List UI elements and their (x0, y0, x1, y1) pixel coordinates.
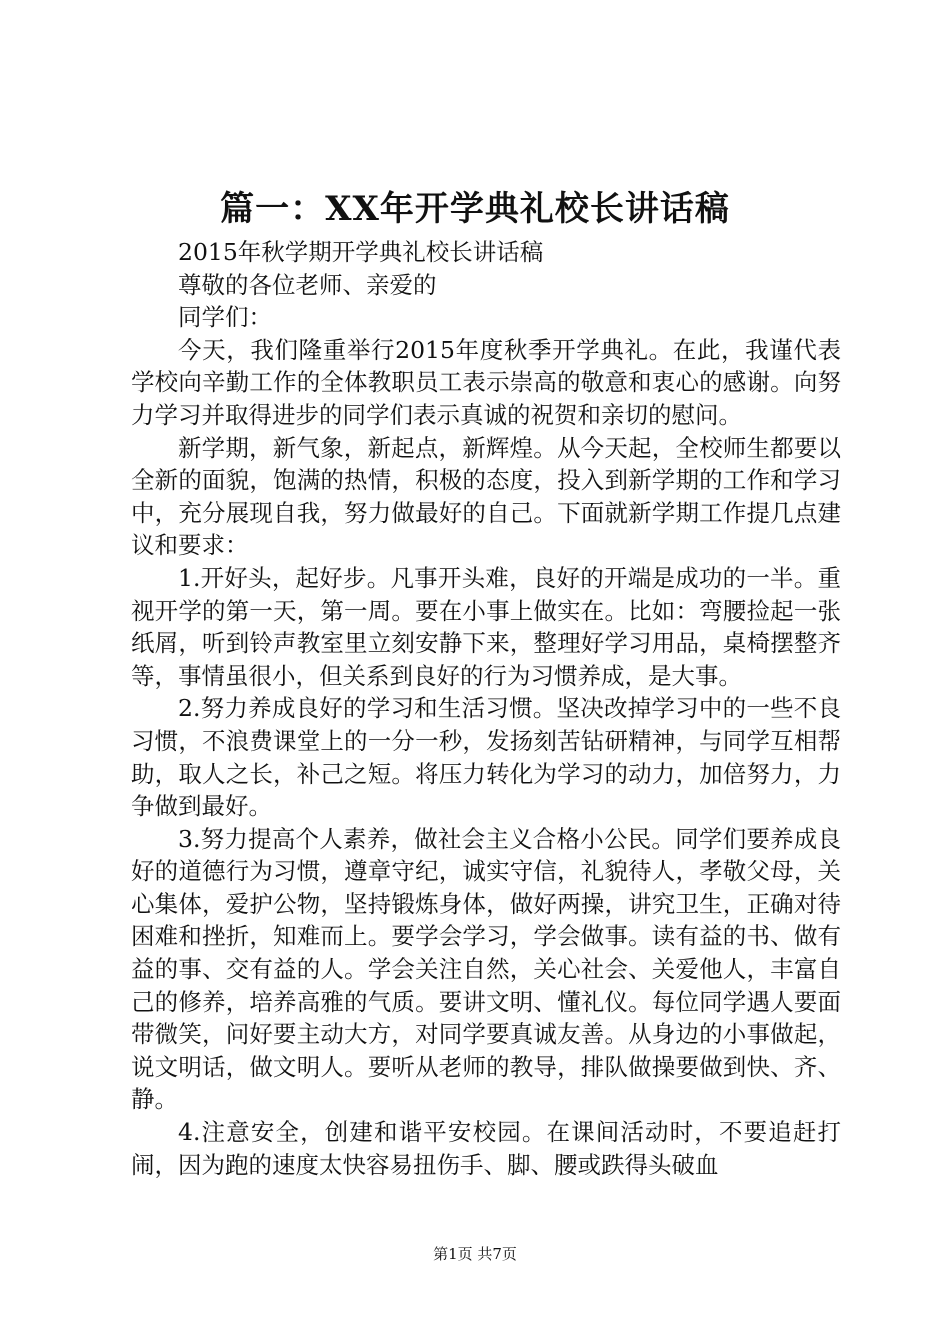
paragraph-opening: 今天，我们隆重举行2015年度秋季开学典礼。在此，我谨代表学校向辛勤工作的全体教职员工表示崇高的敬意和衷心的感谢。向努力学习并取得进步的同学们表示真诚的祝贺和亲切的慰问。 (131, 335, 841, 429)
paragraph-point-2: 2.努力养成良好的学习和生活习惯。坚决改掉学习中的一些不良习惯，不浪费课堂上的一分一秒，发扬刻苦钻研精神，与同学互相帮助，取人之长，补己之短。将压力转化为学习的动力，加倍努力，力争做到最好。 (131, 694, 841, 821)
salutation-line-1: 尊敬的各位老师、亲爱的 (178, 270, 437, 299)
paragraph-new-term: 新学期，新气象，新起点，新辉煌。从今天起，全校师生都要以全新的面貌，饱满的热情，积极的态度，投入到新学期的工作和学习中，充分展现自我，努力做最好的自己。下面就新学期工作提几点建议和要求： (131, 433, 841, 560)
salutation-line-2: 同学们： (178, 303, 272, 332)
paragraph-point-3: 3.努力提高个人素养，做社会主义合格小公民。同学们要养成良好的道德行为习惯，遵章守纪，诚实守信，礼貌待人，孝敬父母，关心集体，爱护公物，坚持锻炼身体，做好两操，讲究卫生，正确对待困难和挫折，知难而上。要学会学习，学会做事。读有益的书、做有益的事、交有益的人。学会关注自然，关心社会、关爱他人，丰富自己的修养，培养高雅的气质。要讲文明、懂礼仪。每位同学遇人要面带微笑，问好要主动大方，对同学要真诚友善。从身边的小事做起，说文明话，做文明人。要听从老师的教导，排队做操要做到快、齐、静。 (131, 824, 841, 1114)
document-subtitle: 2015年秋学期开学典礼校长讲话稿 (178, 238, 544, 266)
page-title: 篇一：XX年开学典礼校长讲话稿 (220, 189, 730, 229)
paragraph-point-4: 4.注意安全，创建和谐平安校园。在课间活动时，不要追赶打闹，因为跑的速度太快容易扭伤手、脚、腰或跌得头破血 (131, 1118, 841, 1179)
page-number-footer: 第1页 共7页 (433, 1245, 517, 1263)
document-body (131, 236, 841, 1181)
paragraph-point-1: 1.开好头，起好步。凡事开头难，良好的开端是成功的一半。重视开学的第一天，第一周。要在小事上做实在。比如：弯腰捡起一张纸屑，听到铃声教室里立刻安静下来，整理好学习用品，桌椅摆整齐等，事情虽很小，但关系到良好的行为习惯养成，是大事。 (131, 563, 841, 690)
